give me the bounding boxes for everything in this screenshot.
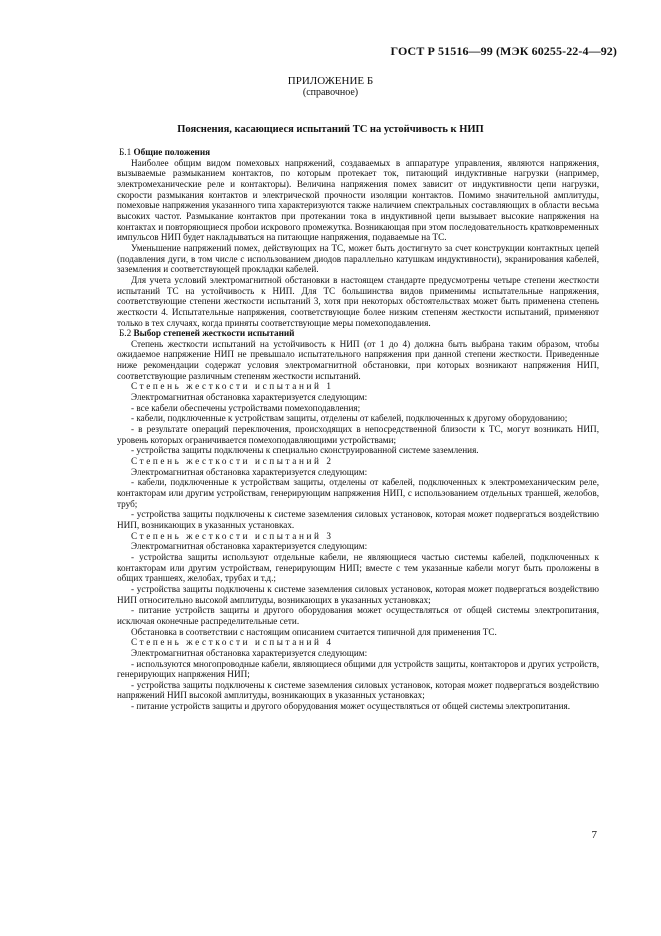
list-item: - используются многопроводные кабели, являющиеся общими для устройств защиты, контакторов и других устройств, генерирующих напряжения НИП; bbox=[117, 658, 599, 680]
standard-header: ГОСТ Р 51516—99 (МЭК 60255-22-4—92) bbox=[390, 44, 617, 58]
paragraph: Электромагнитная обстановка характеризуется следующим: bbox=[131, 392, 368, 403]
list-item: - устройства защиты подключены к специально сконструированной системе заземления. bbox=[131, 445, 479, 456]
list-item: - в результате операций переключения, происходящих в непосредственной близости к ТС, могут возникать НИП, уровень которых ограничивается помехоподавляющими устройствами; bbox=[117, 424, 599, 445]
list-item: - устройства защиты подключены к системе заземления силовых установок, которая может подвергаться воздействию напряжений НИП высокой амплитуды, возникающих в указанных установках; bbox=[117, 679, 599, 701]
list-item: - устройства защиты подключены к системе заземления силовых установок, которая может подвергаться воздействию НИП, возникающих в указанных установках. bbox=[117, 509, 599, 530]
appendix-title: ПРИЛОЖЕНИЕ Б bbox=[287, 75, 374, 87]
section-heading-2 bbox=[117, 328, 599, 339]
level-heading-4: Степень жесткости испытаний 4 bbox=[131, 637, 334, 648]
section-number: Б.2 bbox=[119, 328, 132, 339]
list-item: - кабели, подключенные к устройствам защиты, отделены от кабелей, подключенных к другому оборудованию; bbox=[131, 413, 568, 424]
page-number: 7 bbox=[591, 829, 597, 841]
paragraph: Степень жесткости испытаний на устойчивость к НИП (от 1 до 4) должна быть выбрана таким образом, чтобы ожидаемое напряжение НИП не превышало испытательного напряжения при данной степени жесткости. Приведенные ниже рекомендации содержат условия электромагнитной обстановки, при которых возникают напряжения НИП, соответствующие различным степеням жесткости испытаний. bbox=[117, 338, 599, 381]
paragraph: Уменьшение напряжений помех, действующих на ТС, может быть достигнуто за счет конструкции контактных цепей (подавления дуги, в том числе с использованием диодов параллельно катушкам индуктивности), экранирования кабелей, заземления и соответствующей прокладки кабелей. bbox=[117, 242, 599, 275]
appendix-subtitle: (справочное) bbox=[302, 87, 359, 98]
paragraph: Обстановка в соответствии с настоящим описанием считается типичной для применения ТС. bbox=[131, 626, 497, 637]
main-title: Пояснения, касающиеся испытаний ТС на устойчивость к НИП bbox=[177, 124, 484, 135]
level-heading-3: Степень жесткости испытаний 3 bbox=[131, 530, 334, 541]
list-item: - устройства защиты используют отдельные кабели, не являющиеся частью системы кабелей, подключенных к контакторам или другим устройствам, генерирующим НИП; вместе с тем указанные кабели могут быть проложены в общих траншеях, желобах, трубах и т.д.; bbox=[117, 551, 599, 584]
section-heading-1 bbox=[117, 147, 599, 158]
list-item: - устройства защиты подключены к системе заземления силовых установок, которая может подвергаться воздействию НИП относительно высокой амплитуды, возникающих в указанных установках; bbox=[117, 583, 599, 605]
section-title: Общие положения bbox=[133, 147, 211, 157]
list-item: - питание устройств защиты и другого оборудования может осуществляться от общей системы электропитания, исключая оконечные распределительные сети. bbox=[117, 605, 599, 626]
paragraph: Электромагнитная обстановка характеризуется следующим: bbox=[131, 541, 368, 552]
section-number: Б.1 bbox=[119, 147, 132, 157]
section-title: Выбор степеней жесткости испытаний bbox=[133, 328, 295, 339]
paragraph: Электромагнитная обстановка характеризуется следующим: bbox=[131, 466, 368, 477]
list-item: - все кабели обеспечены устройствами помехоподавления; bbox=[131, 402, 361, 413]
list-item: - питание устройств защиты и другого оборудования может осуществляться от общей системы электропитания. bbox=[131, 701, 571, 712]
level-heading-1: Степень жесткости испытаний 1 bbox=[131, 381, 334, 392]
list-item: - кабели, подключенные к устройствам защиты, отделены от кабелей, подключенных к электромеханическим реле, контакторам или другим устройствам, генерирующим напряжения НИП, с использованием отдельных траншей, желобов, труб; bbox=[117, 477, 599, 509]
paragraph: Наиболее общим видом помеховых напряжений, создаваемых в аппаратуре управления, являются напряжения, вызываемые размыканием контактов, по которым протекает ток, питающий индуктивные нагрузки (например, электромеханические реле и контакторы). Величина напряжения помех зависит от индуктивности цепи нагрузки, скорости размыкания контактов и электрической прочности изоляции контактов. Помимо значительной амплитуды, помеховые напряжения указанного типа характеризуются также наличием спектральных составляющих в области весьма высоких частот. Размыкание контактов при протекании тока в индуктивной цепи вызывает высокие напряжения на контактах и повторяющиеся пробои искрового промежутка. Возникающая при этом последовательность кратковременных импульсов НИП будет накладываться на питающие напряжения, подаваемые на ТС. bbox=[117, 157, 599, 243]
paragraph: Для учета условий электромагнитной обстановки в настоящем стандарте предусмотрены четыре степени жесткости испытаний ТС на устойчивость к НИП. Для ТС большинства видов применимы испытательные напряжения, соответствующие степени жесткости испытаний 3, хотя при некоторых обстоятельствах может быть применена степень жесткости 4. Испытательные напряжения, соответствующие более низким степеням жесткости испытаний, применяют только в тех случаях, когда приняты соответствующие меры помехоподавления. bbox=[117, 274, 599, 328]
paragraph: Электромагнитная обстановка характеризуется следующим: bbox=[131, 647, 368, 658]
document-body bbox=[117, 147, 599, 712]
level-heading-2: Степень жесткости испытаний 2 bbox=[131, 456, 334, 467]
